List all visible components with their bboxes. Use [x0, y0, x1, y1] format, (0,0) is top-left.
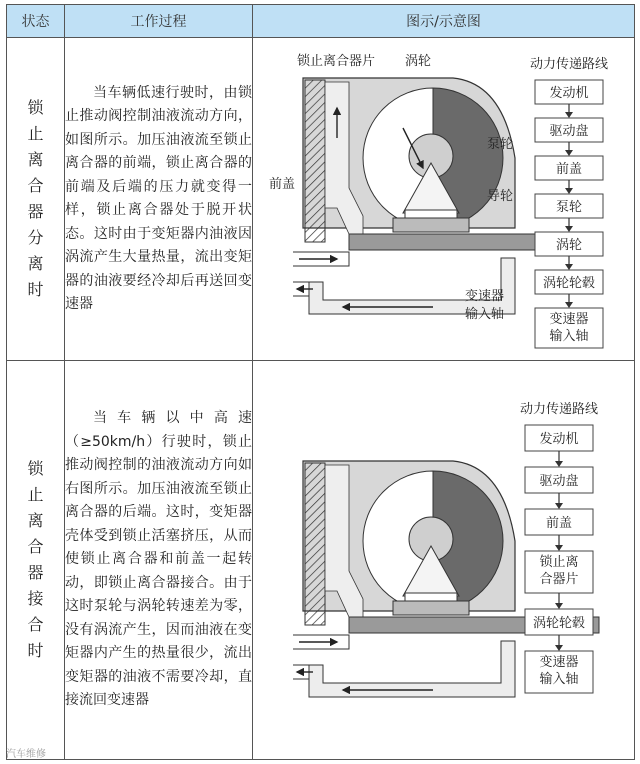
path-box-label: 输入轴 — [549, 329, 589, 344]
path-box-label: 输入轴 — [539, 672, 579, 687]
path-box-label: 前盖 — [545, 516, 573, 531]
path-box-label: 发动机 — [539, 432, 579, 447]
path-arrow-head — [565, 150, 573, 156]
label-pump: 泵轮 — [487, 137, 514, 152]
figure-cell-1 — [253, 38, 635, 361]
path-arrow-head — [555, 603, 563, 609]
path-arrow-head — [565, 112, 573, 118]
watermark: 汽车维修 — [6, 749, 46, 760]
process-cell: 当车辆以中高速（≥50km/h）行驶时，锁止推动阀控制的油液流动方向如右图所示。加压油液流至锁止离合器的后端。这时，变矩器壳体受到锁止活塞挤压，从而使锁止离合器和前盖一起转动，即锁止离合器接合。由于这时泵轮与涡轮转速差为零，没有涡流产生，因而油液在变矩器内产生的热量很少，流出变矩器的油液不需要冷却，直接流回变速器 — [65, 361, 253, 760]
state-text: 锁止离合器接合时 — [27, 459, 44, 660]
turbine-hub — [393, 218, 469, 232]
path-box-label: 发动机 — [549, 86, 589, 101]
figure-cell-2 — [253, 361, 635, 760]
power-path — [530, 56, 608, 348]
path-box-label: 驱动盘 — [549, 124, 589, 139]
path-box-label: 变速器 — [549, 312, 589, 327]
diagram-engaged — [253, 361, 635, 759]
path-box-label: 锁止离 — [539, 555, 579, 570]
path-arrow-head — [565, 264, 573, 270]
path-box-label: 泵轮 — [555, 200, 583, 215]
path-box-label: 前盖 — [555, 162, 583, 177]
turbine-hub — [393, 601, 469, 615]
state-cell — [7, 38, 65, 361]
state-cell — [7, 361, 65, 760]
diagram-disengaged — [253, 38, 635, 360]
power-path — [520, 401, 598, 693]
label-clutch-plate: 锁止离合器片 — [297, 54, 376, 69]
info-table — [6, 4, 635, 760]
path-arrow-head — [565, 226, 573, 232]
state-text: 锁止离合器分离时 — [27, 98, 44, 299]
path-box-label: 驱动盘 — [539, 474, 579, 489]
front-cover — [305, 80, 325, 242]
path-title: 动力传递路线 — [519, 402, 599, 417]
path-box-label: 涡轮轮毂 — [532, 616, 586, 631]
header-process: 工作过程 — [65, 5, 253, 38]
process-cell: 当车辆低速行驶时，由锁止推动阀控制油液流动方向，如图所示。加压油液流至锁止离合器的前端，锁止离合器的前端及后端的压力就变得一样，锁止离合器处于脱开状态。这时由于变矩器内油液因涡流产生大量热量，流出变矩器的油液要经冷却后再送回变速器 — [65, 38, 253, 361]
path-box-label: 涡轮 — [555, 238, 583, 253]
header-figure: 图示/示意图 — [253, 5, 635, 38]
path-arrow-head — [565, 188, 573, 194]
header-state: 状态 — [7, 5, 65, 38]
path-arrow-head — [555, 545, 563, 551]
label-stator: 导轮 — [487, 189, 514, 204]
label-turbine: 涡轮 — [405, 54, 432, 69]
path-arrow-head — [565, 302, 573, 308]
front-cover — [305, 463, 325, 625]
path-arrow-head — [555, 503, 563, 509]
path-arrow-head — [555, 461, 563, 467]
label-front-cover: 前盖 — [269, 177, 296, 192]
path-box-label: 变速器 — [539, 655, 579, 670]
path-arrow-head — [555, 645, 563, 651]
path-box-label: 涡轮轮毂 — [542, 276, 596, 291]
label-shaft-2: 输入轴 — [465, 307, 505, 322]
path-title: 动力传递路线 — [529, 57, 609, 72]
label-shaft-1: 变速器 — [465, 289, 505, 304]
path-box-label: 合器片 — [539, 572, 579, 587]
